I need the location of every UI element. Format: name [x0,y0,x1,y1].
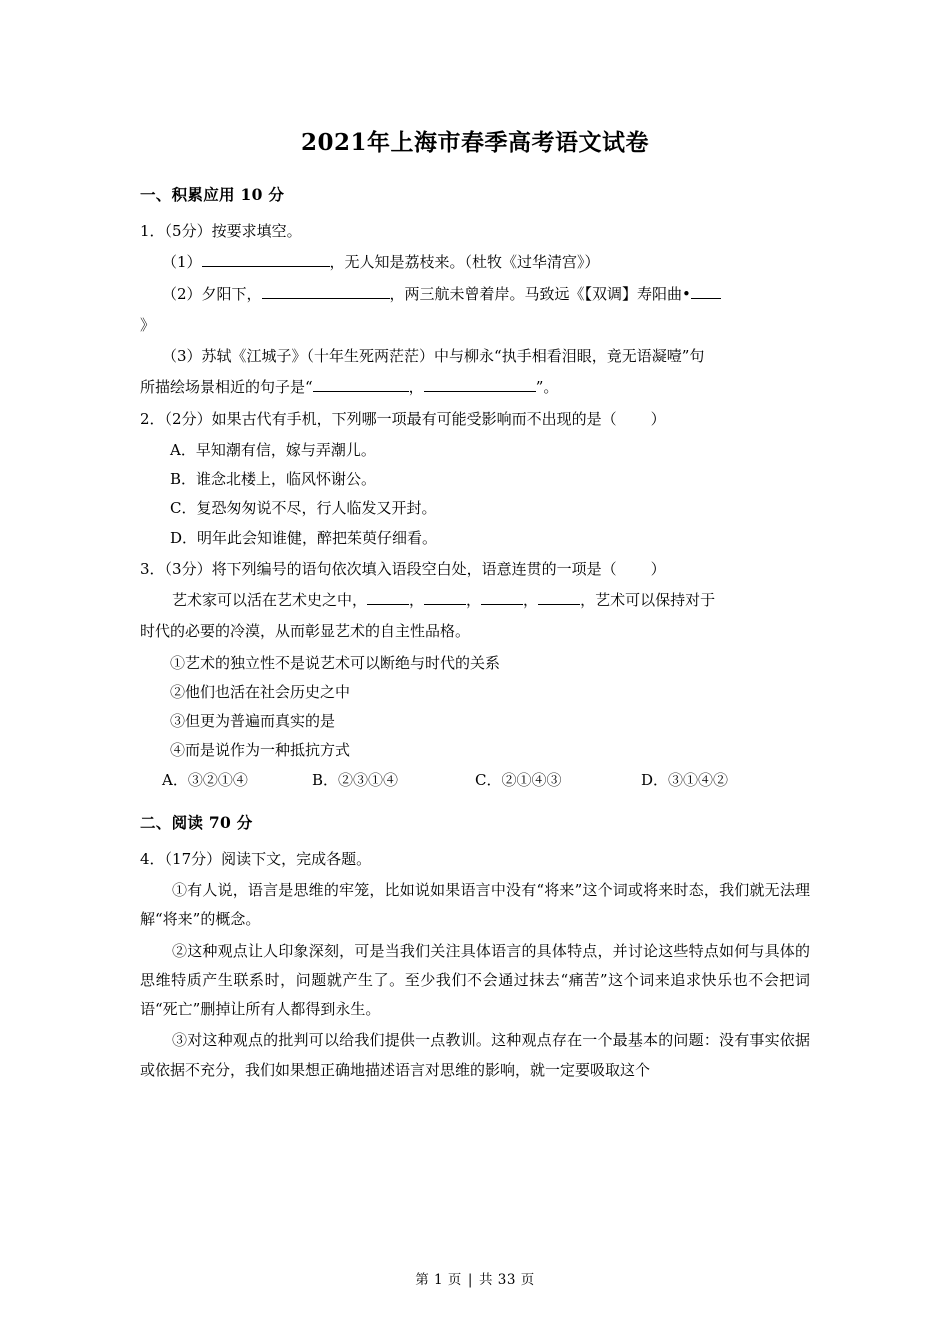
fill-blank [424,590,466,605]
section-heading-2: 二、阅读 70 分 [140,812,253,832]
question-2-option-c: C．复恐匆匆说不尽，行人临发又开封。 [170,499,437,518]
footer-separator: | [467,1272,473,1288]
fill-blank [481,590,523,605]
question-1-item-2-cont [140,311,810,340]
question-1-item-2 [140,280,810,309]
question-4-stem [140,845,810,874]
q1-item1-tail: ，无人知是荔枝来。（杜牧《过华清宫》） [329,253,600,272]
fill-blank [367,590,409,605]
question-2-text: （2分）如果古代有手机，下列哪一项最有可能受影响而不出现的是（ [164,409,617,428]
page-footer [0,1268,950,1288]
question-4-paragraph-1: ①有人说，语言是思维的牢笼，比如说如果语言中没有“将来”这个词或将来时态，我们就无法理解“将来”的概念。 [140,881,810,929]
question-2-stem [140,405,810,434]
question-3-choices [140,766,810,795]
question-2-option-d: D．明年此会知谁健，醉把茱萸仔细看。 [170,528,438,547]
question-3-choice-c: C．②①④③ [475,770,562,789]
question-2-number: 2． [140,409,165,428]
q3-passage-pre: 艺术家可以活在艺术史之中， [172,591,368,609]
question-3-close: ） [650,559,666,578]
question-1-text: （5分）按要求填空。 [164,222,302,240]
question-3-text: （3分）将下列编号的语句依次填入语段空白处，语意连贯的一项是（ [164,559,617,578]
page-title: 2021年上海市春季高考语文试卷 [300,129,649,156]
fill-blank [202,252,330,267]
q3-passage-post: ，艺术可以保持对于 [580,591,716,609]
question-1-stem [140,217,810,246]
q1-item1-lead: （1） [162,253,202,272]
question-3-passage-line-2: 时代的必要的冷漠，从而彰显艺术的自主性品格。 [140,622,471,641]
question-1-item-1 [140,248,810,277]
q1-item3-suffix: ”。 [535,378,559,397]
q1-item2-lead: （2）夕阳下， [162,284,262,303]
question-3-choice-d: D．③①④② [641,770,729,789]
question-3-choice-b: B．②③①④ [312,770,399,789]
question-4-text: （17分）阅读下文，完成各题。 [164,849,372,868]
q1-item3-lead: （3）苏轼《江城子》（十年生死两茫茫）中与柳永“执手相看泪眼，竟无语凝噎”句 [162,347,705,365]
question-2-option-a: A．早知潮有信，嫁与弄潮儿。 [170,440,376,459]
q1-item2-close: 》 [140,315,156,334]
question-2-option-b: B．谁念北楼上，临风怀谢公。 [170,470,377,488]
fill-blank [262,283,390,298]
fill-blank [424,377,536,392]
question-3-item-2: ②他们也活在社会历史之中 [170,682,351,701]
question-1-item-3-cont [140,373,810,402]
fill-blank [538,590,580,605]
q1-item2-tail: ，两三航未曾着岸。马致远《【双调】寿阳曲• [389,284,691,303]
q1-item3-mid: ， [408,378,424,397]
question-3-item-1: ①艺术的独立性不是说艺术可以断绝与时代的关系 [170,653,501,672]
question-3-number: 3． [140,559,165,578]
question-3-stem [140,555,810,584]
question-4-paragraph-3: ③对这种观点的批判可以给我们提供一点教训。这种观点存在一个最基本的问题：没有事实依据或依据不充分，我们如果想正确地描述语言对思维的影响，就一定要吸取这个 [140,1031,810,1079]
question-2-close: ） [650,409,666,428]
question-3-item-3: ③但更为普遍而真实的是 [170,712,336,730]
fill-blank [691,283,721,298]
fill-blank [313,377,409,392]
question-1-item-3 [140,342,810,371]
question-3-passage-line-1: 艺术家可以活在艺术史之中， ， ， ， ，艺术可以保持对于 [172,591,716,609]
q1-item3-prefix: 所描绘场景相近的句子是“ [140,378,313,397]
question-4-paragraph-2: ②这种观点让人印象深刻，可是当我们关注具体语言的具体特点，并讨论这些特点如何与具体的思维特质产生联系时，问题就产生了。至少我们不会通过抹去“痛苦”这个词来追求快乐也不会把词语“死亡”删掉让所有人都得到永生。 [140,941,810,1018]
question-3-item-4: ④而是说作为一种抵抗方式 [170,741,351,760]
question-4-number: 4． [140,849,165,868]
footer-total-pages: 共 33 页 [478,1272,535,1288]
footer-page-number: 第 1 页 [415,1272,462,1288]
question-3-choice-a: A．③②①④ [162,770,248,789]
section-heading-1: 一、积累应用 10 分 [140,185,285,204]
question-1-number: 1． [140,222,165,240]
